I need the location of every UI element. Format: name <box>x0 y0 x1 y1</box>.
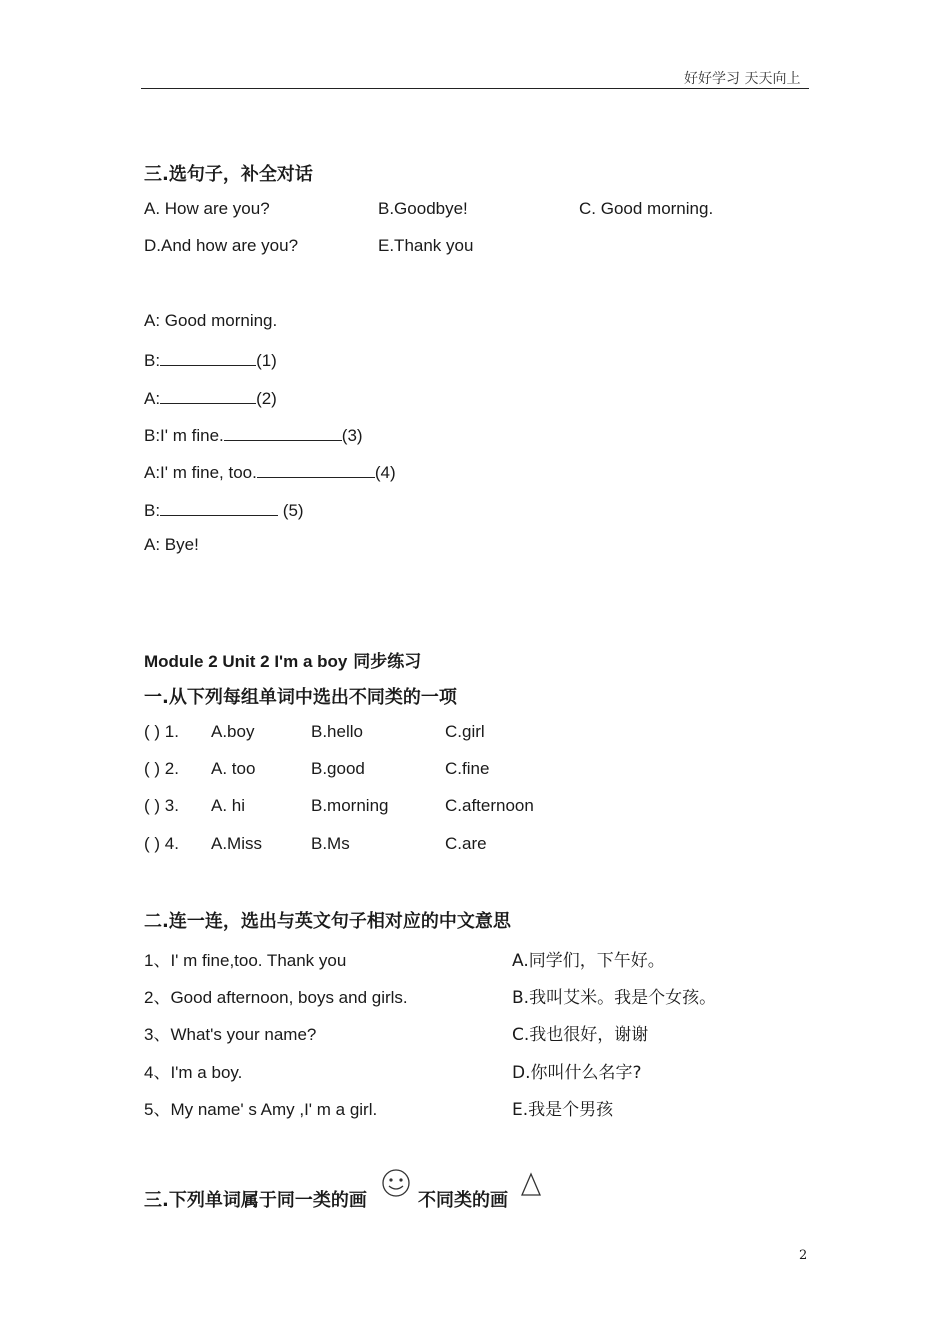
option-e: E.Thank you <box>378 236 474 255</box>
header-text: 好好学习 天天向上 <box>684 71 801 87</box>
option-b: B.Goodbye! <box>378 199 468 218</box>
option-c: C. Good morning. <box>579 199 714 218</box>
dialogue-text: B: <box>144 501 161 520</box>
matching-sentence[interactable]: 4、I'm a boy. <box>144 1063 243 1082</box>
blank-number: (4) <box>374 463 396 482</box>
dialogue-text: A: Good morning. <box>144 311 278 330</box>
choice-c: C.afternoon <box>445 796 534 815</box>
matching-meaning[interactable]: B.我叫艾米。我是个女孩。 <box>512 988 717 1008</box>
choice-a: A. hi <box>211 796 246 815</box>
choice-c: C.girl <box>445 722 485 741</box>
section-title-odd-one-out: 一.从下列每组单词中选出不同类的一项 <box>144 687 457 708</box>
dialogue-line <box>144 386 277 409</box>
dialogue-text: A: <box>144 389 161 408</box>
choice-b: B.good <box>311 759 365 778</box>
answer-blank[interactable] <box>224 423 342 441</box>
choice-b: B.morning <box>311 796 389 815</box>
blank-number: (3) <box>341 426 363 445</box>
choice-a: A.Miss <box>211 834 262 853</box>
choice-b: B.Ms <box>311 834 350 853</box>
matching-sentence[interactable]: 5、My name' s Amy ,I' m a girl. <box>144 1100 378 1119</box>
section-title-dialogue: 三.选句子，补全对话 <box>144 164 313 185</box>
answer-blank[interactable] <box>160 498 278 516</box>
dialogue-text: A:I' m fine, too. <box>144 463 257 482</box>
dialogue-line <box>144 311 277 331</box>
matching-meaning[interactable]: D.你叫什么名字? <box>512 1063 642 1083</box>
triangle-icon <box>520 1172 542 1198</box>
choice-a: A. too <box>211 759 256 778</box>
matching-meaning[interactable]: A.同学们，下午好。 <box>512 951 665 971</box>
choice-a: A.boy <box>211 722 255 741</box>
answer-blank[interactable] <box>160 386 256 404</box>
choice-b: B.hello <box>311 722 363 741</box>
dialogue-line <box>144 535 199 555</box>
blank-number: (1) <box>256 351 277 370</box>
module-title-en: Module 2 Unit 2 I'm a boy <box>144 652 348 671</box>
matching-meaning[interactable]: C.我也很好，谢谢 <box>512 1025 649 1045</box>
matching-sentence[interactable]: 3、What's your name? <box>144 1025 317 1044</box>
choice-c: C.are <box>445 834 487 853</box>
matching-sentence[interactable]: 1、I' m fine,too. Thank you <box>144 951 347 970</box>
question-number[interactable]: ( ) 3. <box>144 796 179 815</box>
dialogue-line <box>144 348 277 371</box>
dialogue-text: B:I' m fine. <box>144 426 224 445</box>
matching-sentence[interactable]: 2、Good afternoon, boys and girls. <box>144 988 408 1007</box>
blank-number: (5) <box>278 501 304 520</box>
question-number[interactable]: ( ) 4. <box>144 834 179 853</box>
question-number[interactable]: ( ) 2. <box>144 759 179 778</box>
smiley-face-icon <box>380 1168 412 1200</box>
option-a: A. How are you? <box>144 199 270 218</box>
module-title <box>144 647 421 672</box>
question-number[interactable]: ( ) 1. <box>144 722 179 741</box>
dialogue-line <box>144 460 396 483</box>
page-number: 2 <box>799 1248 808 1263</box>
matching-meaning[interactable]: E.我是个男孩 <box>512 1100 614 1120</box>
answer-blank[interactable] <box>257 460 375 478</box>
header-rule <box>141 88 809 89</box>
answer-blank[interactable] <box>160 348 256 366</box>
blank-number: (2) <box>256 389 277 408</box>
section-title-classify-b: 不同类的画 <box>418 1190 508 1211</box>
section-title-classify-a: 三.下列单词属于同一类的画 <box>144 1190 367 1211</box>
option-d: D.And how are you? <box>144 236 299 255</box>
module-title-zh: 同步练习 <box>347 652 422 672</box>
dialogue-line <box>144 498 304 521</box>
dialogue-text: A: Bye! <box>144 535 199 554</box>
choice-c: C.fine <box>445 759 490 778</box>
section-title-matching: 二.连一连，选出与英文句子相对应的中文意思 <box>144 911 511 932</box>
dialogue-text: B: <box>144 351 161 370</box>
dialogue-line <box>144 423 363 446</box>
